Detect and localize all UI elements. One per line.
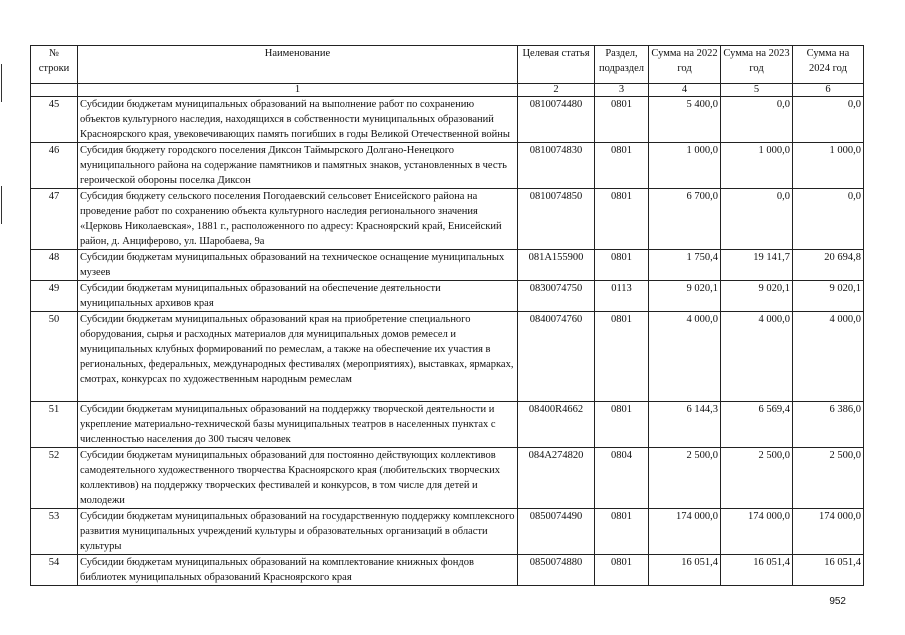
row-sum-2023: 1 000,0 [721,143,793,189]
row-target-article: 0810074480 [518,97,595,143]
row-section: 0804 [595,448,649,509]
row-target-article: 0810074850 [518,189,595,250]
column-index: 3 [595,84,649,97]
header-row-number: № строки [31,46,78,84]
row-sum-2023: 19 141,7 [721,250,793,281]
row-section: 0801 [595,555,649,586]
row-number: 49 [31,281,78,312]
header-target-article: Целевая статья [518,46,595,84]
row-target-article: 08400R4662 [518,402,595,448]
row-sum-2024: 0,0 [793,189,864,250]
row-sum-2022: 6 144,3 [649,402,721,448]
header-sum-2022: Сумма на 2022 год [649,46,721,84]
row-sum-2023: 0,0 [721,97,793,143]
row-target-article: 0850074490 [518,509,595,555]
row-section: 0801 [595,97,649,143]
row-sum-2023: 174 000,0 [721,509,793,555]
row-sum-2023: 16 051,4 [721,555,793,586]
header-section: Раздел, подраздел [595,46,649,84]
row-number: 50 [31,312,78,402]
row-target-article: 0830074750 [518,281,595,312]
row-section: 0801 [595,250,649,281]
row-target-article: 0840074760 [518,312,595,402]
row-number: 54 [31,555,78,586]
row-sum-2023: 6 569,4 [721,402,793,448]
row-sum-2023: 4 000,0 [721,312,793,402]
row-name: Субсидии бюджетам муниципальных образований для постоянно действующих коллективов самодеятельного художественного творчества Красноярского края (любительских творческих коллективов) на поддержку творческих фестивалей и конкурсов, в том числе для детей и молодежи [78,448,518,509]
row-sum-2023: 2 500,0 [721,448,793,509]
row-sum-2022: 5 400,0 [649,97,721,143]
row-sum-2024: 6 386,0 [793,402,864,448]
table-row [31,448,864,509]
table-header-row [31,46,864,84]
row-name: Субсидии бюджетам муниципальных образований края на приобретение специального оборудования, сырья и расходных материалов для муниципальных домов ремесел и муниципальных клубных формирований по ремеслам, а также на обеспечение их участия в региональных, федеральных, международных фестивалях (мероприятиях), выставках, ярмарках, смотрах, конкурсах по художественным народным ремеслам [78,312,518,402]
table-row [31,250,864,281]
column-index: 2 [518,84,595,97]
row-section: 0801 [595,312,649,402]
margin-mark [1,64,2,102]
row-section: 0801 [595,189,649,250]
row-name: Субсидии бюджетам муниципальных образований на обеспечение деятельности муниципальных архивов края [78,281,518,312]
row-sum-2023: 0,0 [721,189,793,250]
row-name: Субсидии бюджетам муниципальных образований на техническое оснащение муниципальных музеев [78,250,518,281]
row-sum-2024: 4 000,0 [793,312,864,402]
table-row [31,509,864,555]
table-row [31,97,864,143]
row-sum-2022: 174 000,0 [649,509,721,555]
row-name: Субсидии бюджетам муниципальных образований на выполнение работ по сохранению объектов культурного наследия, находящихся в собственности муниципальных образований Красноярского края, увековечивающих память погибших в годы Великой Отечественной войны [78,97,518,143]
table-row [31,143,864,189]
row-sum-2024: 1 000,0 [793,143,864,189]
row-sum-2022: 4 000,0 [649,312,721,402]
row-section: 0801 [595,143,649,189]
table-row [31,189,864,250]
row-sum-2022: 9 020,1 [649,281,721,312]
table-row [31,555,864,586]
row-sum-2022: 1 000,0 [649,143,721,189]
row-name: Субсидии бюджетам муниципальных образований на комплектование книжных фондов библиотек муниципальных образований Красноярского края [78,555,518,586]
header-name: Наименование [78,46,518,84]
row-section: 0801 [595,509,649,555]
row-sum-2022: 16 051,4 [649,555,721,586]
table-row [31,281,864,312]
column-index: 5 [721,84,793,97]
row-sum-2024: 9 020,1 [793,281,864,312]
page-number: 952 [829,596,846,607]
row-sum-2023: 9 020,1 [721,281,793,312]
row-number: 48 [31,250,78,281]
row-target-article: 081А155900 [518,250,595,281]
row-number: 45 [31,97,78,143]
row-name: Субсидии бюджетам муниципальных образований на поддержку творческой деятельности и укрепление материально-технической базы муниципальных театров в населенных пунктах с численностью населения до 300 тысяч человек [78,402,518,448]
row-target-article: 084А274820 [518,448,595,509]
row-sum-2022: 2 500,0 [649,448,721,509]
column-index: 1 [78,84,518,97]
column-index: 6 [793,84,864,97]
row-target-article: 0810074830 [518,143,595,189]
row-name: Субсидии бюджетам муниципальных образований на государственную поддержку комплексного развития муниципальных учреждений культуры и образовательных организаций в области культуры [78,509,518,555]
column-index-row [31,84,864,97]
column-index [31,84,78,97]
column-index: 4 [649,84,721,97]
row-name: Субсидия бюджету городского поселения Диксон Таймырского Долгано-Ненецкого муниципального района на содержание памятников и памятных знаков, установленных в честь героической обороны поселка Диксон [78,143,518,189]
table-row [31,312,864,402]
row-sum-2024: 2 500,0 [793,448,864,509]
header-sum-2023: Сумма на 2023 год [721,46,793,84]
table-row [31,402,864,448]
row-number: 46 [31,143,78,189]
row-name: Субсидия бюджету сельского поселения Погодаевский сельсовет Енисейского района на проведение работ по сохранению объекта культурного наследия регионального значения «Церковь Николаевская», 1881 г., расположенного по адресу: Красноярский край, Енисейский район, д. Анциферово, ул. Шаробаева, 9а [78,189,518,250]
row-number: 52 [31,448,78,509]
header-sum-2024: Сумма на 2024 год [793,46,864,84]
row-sum-2024: 20 694,8 [793,250,864,281]
row-sum-2024: 174 000,0 [793,509,864,555]
row-number: 47 [31,189,78,250]
row-target-article: 0850074880 [518,555,595,586]
row-section: 0113 [595,281,649,312]
budget-table [30,45,864,586]
row-sum-2022: 1 750,4 [649,250,721,281]
row-section: 0801 [595,402,649,448]
row-sum-2024: 0,0 [793,97,864,143]
row-sum-2022: 6 700,0 [649,189,721,250]
row-sum-2024: 16 051,4 [793,555,864,586]
row-number: 51 [31,402,78,448]
margin-mark [1,186,2,224]
row-number: 53 [31,509,78,555]
